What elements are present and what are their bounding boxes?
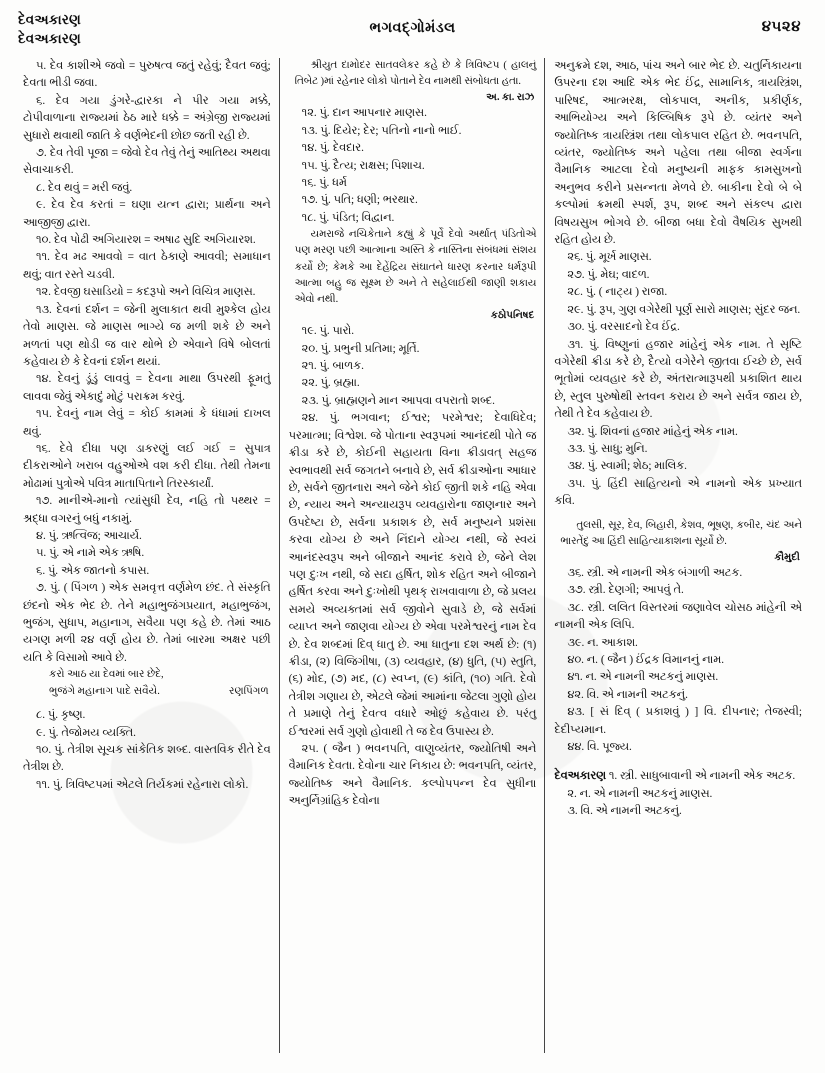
entry: ૪૦. ન. ( જૈન ) ઈંદ્રક વિમાનનું નામ.	[567, 654, 725, 666]
entry: ૧૮. પું. પંડિત; વિદ્વાન.	[301, 211, 395, 224]
entry: ૨. ન. એ નામની અટકનું માણસ.	[567, 787, 713, 800]
entry: ૧૬. પું. ધર્મ	[301, 177, 347, 190]
quotation	[289, 227, 537, 308]
column-1	[14, 58, 280, 1067]
text-columns	[14, 58, 811, 1067]
quotation-source: કૌમુદી	[774, 551, 800, 563]
entry: ૪૩. [ સં દિવ્ ( પ્રકાશવું ) ] વિ. દીપનાર; તેજસ્વી; દેદીપ્યમાન.	[554, 706, 802, 736]
quotation-source: કઠોપનિષદ	[490, 310, 535, 322]
verse-line: કરો આઠ યા દેવમાં બાર છેદે,	[49, 669, 164, 681]
entry: ૧૪. પું. દેવદાર.	[301, 142, 364, 155]
entry: ૨૭. પું. મેઘ; વાદળ.	[567, 268, 650, 281]
entry: ૨૬. પું. મૂર્ખ માણસ.	[567, 251, 652, 264]
entry: ૭. પું. ( પિંગળ ) એક સમવૃત્ત વર્ણમેળ છંદ. તે સંસ્કૃતિ છંદનો એક ભેદ છે. તેને મહાભુજંગપ્રયાત, મહાભુજંગ, ભુજંગ, સુધાપ, મહાનાગ, સવૈયા પણ કહે છે. તેમાં આઠ યગણ મળી ૨૪ વર્ણ હોય છે. તેમાં બારમા અક્ષર પછી યતિ કે વિસામો આવે છે.	[23, 582, 271, 664]
entry: ૧૭. પું. પતિ; ધણી; ભરથાર.	[301, 194, 418, 207]
entry: ૭. દેવ તેવી પૂજા = જેવો દેવ તેવું તેનું આતિથ્ય અથવા સેવાચાકરી.	[23, 147, 271, 177]
entry: ૧૯. પું. પારો.	[301, 325, 355, 338]
entry: ૧૧. દેવ મઢ આવવો = વાત ઠેકાણે આવવી; સમાધાન થવું; વાત રસ્તે ચડવી.	[23, 251, 271, 281]
entry: ૨૯. પું. રૂપ, ગુણ વગેરેથી પૂર્ણ સારો માણસ; સુંદર જન.	[567, 303, 801, 316]
verse-line-text: ભુજંગે મહાનાગ પાદે સવૈયે.	[49, 685, 160, 697]
entry: ૧૫. પું. દૈત્ય; રાક્ષસ; પિશાચ.	[301, 159, 425, 172]
quotation	[289, 58, 537, 90]
entry: ૩૨. પું. શિવનાં હજાર માંહેનું એક નામ.	[567, 425, 738, 438]
column-3	[545, 58, 811, 1067]
entry: ૧૨. દેવજી ઘસાડિયો = કદરૂપો અને વિચિત્ર માણસ.	[36, 286, 256, 299]
entry: ૨૪. પું. ભગવાન; ઈશ્વર; પરમેશ્વર; દેવાધિદેવ; પરમાત્મા; વિશ્વેશ. જે પોતાના સ્વરૂપમાં આનંદથી પોતે જ ક્રીડા કરે છે, કોઈની સહાયતા વિના ક્રીડાવત્ સહજ સ્વભાવથી સર્વ જગતને બનાવે છે, સર્વ ક્રીડાઓના આધાર છે, સર્વને જીતનારા અને જેને કોઈ જીતી શકે નહિ એવા છે, ન્યાય અને અન્યાયરૂપ વ્યવહારોના જાણનાર અને ઉપદેષ્ટા છે, સર્વના પ્રકાશક છે, સર્વ મનુષ્યને પ્રશંસા કરવા યોગ્ય છે અને નિંદાને યોગ્ય નથી, જે સ્વયં આનંદસ્વરૂપ અને બીજાને આનંદ કરાવે છે, જેને લેશ પણ દુઃખ નથી, જે સદા હર્ષિત, શોક રહિત અને બીજાને હર્ષિત કરવા અને દુઃખોથી પૃથક્ રાખવાવાળા છે, જે પ્રલય સમયે અવ્યક્તમાં સર્વ જીવોને સુવાડે છે, જે સર્વમાં વ્યાપ્ત અને જાણવા યોગ્ય છે એવા પરમેશ્વરનું નામ દેવ છે. દેવ શબ્દમાં દિવ્ ધાતુ છે. આ ધાતુના દશ અર્થ છે: (૧) ક્રીડા, (૨) વિજિગીષા, (૩) વ્યવહાર, (૪) ધુતિ, (૫) સ્તુતિ, (૬) મોદ, (૭) મદ, (૮) સ્વપ્ન, (૯) કાંતિ, (૧૦) ગતિ. દેવો તેત્રીશ ગણાય છે, એટલે જેમાં આમાંના જેટલા ગુણો હોય તે પ્રમાણે તેનું દેવત્વ વધારે ઓછું કહેવાય છે. પરંતુ ઈશ્વરમાં સર્વ ગુણો હોવાથી તે જ દેવ ઉપાસ્ય છે.	[288, 412, 537, 738]
entry: ૧૩. દેવનાં દર્શન = જેની મુલાકાત થવી મુશ્કેલ હોય તેવો માણસ. જે માણસ ભાગ્યે જ મળી શકે છે અને મળતાં પણ થોડી જ વાર થોભે છે એવાને વિષે બોલતાં કહેવાય છે કે દેવનાં દર્શન થયાં.	[23, 303, 271, 368]
entry: ૩૧. પું. વિષ્ણુનાં હજાર માંહેનું એક નામ. તે સૃષ્ટિ વગેરેથી ક્રીડા કરે છે, દૈત્યો વગેરેને જીતવા ઈચ્છે છે, સર્વ ભૂતોમાં વ્યવહાર કરે છે, અંતરાત્મારૂપથી પ્રકાશિત થાય છે, સ્તુલ પુરુષોથી સ્તવન કરાય છે અને સર્વત્ર જાય છે, તેથી તે દેવ કહેવાય છે.	[554, 338, 802, 421]
entry: ૩૪. પું. સ્વામી; શેઠ; માલિક.	[567, 460, 687, 473]
entry: ૧૦. દેવ પોઢી અગિયારશ = અષાઢ સુદિ અગિયારશ.	[36, 234, 256, 247]
entry: ૧૧. પું. ત્રિવિષ્ટપમાં એટલે તિર્યકમાં રહેનારા લોકો.	[36, 778, 249, 791]
verse-line-with-source	[49, 684, 271, 701]
verse-source: રણપિંગળ	[229, 685, 269, 697]
entry: ૯. દેવ દેવ કરતાં = ઘણા યત્ન દ્વારા; પ્રાર્થના અને આજીજી દ્વારા.	[23, 199, 271, 229]
entry: ૪૨. વિ. એ નામની અટકનું.	[567, 688, 688, 701]
entry: ૫. દેવ કાશીએ જવો = પુરુષત્વ જતું રહેવું; દૈવત જવું; દેવતા ભીડી જવા.	[23, 60, 271, 90]
entry: ૪૧. ન. એ નામની અટકનું માણસ.	[567, 671, 719, 684]
entry: ૧૨. પું. દાન આપનાર માણસ.	[301, 107, 427, 120]
entry: ૩૦. પું. વરસાદનો દેવ ઈંદ્ર.	[567, 321, 680, 334]
entry: ૮. પું. કૃષ્ણ.	[36, 709, 86, 722]
entry: ૧૪. દેવનું ડૂંડું લાવવું = દેવના માથા ઉપરથી ફૂમતું લાવવા જેવું એકાદું મોટું પરાક્રમ કરવું.	[23, 373, 271, 403]
quotation-text: તુલસી, સૂર, દેવ, બિહારી, કેશવ, ભૂષણ, કબીર, ચંદ અને ભારતેંદુ આ હિંદી સાહિત્યાકાશના સૂર્યો છે.	[560, 519, 802, 547]
quotation-text: શ્રીયુત દામોદર સાતવલેકર કહે છે કે ત્રિવિષ્ટપ ( હાલનું તિબેટ )માં રહેનાર લોકો પોતાને દેવ નામથી સંબોધતા હતા.	[294, 60, 537, 88]
entry: ૨૩. પું. બ્રાહ્મણને માન આપવા વપરાતો શબ્દ.	[301, 394, 495, 407]
entry-continuation: અનુક્રમે દશ, આઠ, પાંચ અને બાર ભેદ છે. ચતુર્નિકાયના ઉપરના દશ આદિ એક ભેદ ઈંદ્ર, સામાનિક, ત્રાયસ્ત્રિંશ, પારિષદ, આત્મરક્ષ, લોકપાલ, અનીક, પ્રકીર્ણક, આભિયોગ્ય અને કિલ્બિષિક રૂપે છે. વ્યંતર અને જ્યોતિષ્ક ત્રાયસ્ત્રિંશ તથા લોકપાલ રહિત છે. ભવનપતિ, વ્યંતર, જ્યોતિષ્ક અને પહેલા તથા બીજા સ્વર્ગના વૈમાનિક આટલા દેવો મનુષ્યની માફક કામસુખનો અનુભવ કરીને પ્રસન્નતા મેળવે છે. બાકીના દેવો બે બે કલ્પોમાં ક્રમથી સ્પર્શ, રૂપ, શબ્દ અને સંકલ્પ દ્વારા વિષયસુખ ભોગવે છે. બીજા બધા દેવો વૈષયિક સુખથી રહિત હોય છે.	[554, 60, 802, 247]
entry: ૬. પું. એક જાતનો કપાસ.	[36, 564, 150, 577]
entry: ૩૯. ન. આકાશ.	[567, 636, 638, 649]
headword: દેવઅકારણ	[554, 770, 607, 783]
page-number: ૪૫૨૪	[761, 19, 801, 35]
quotation-source: અ. કા. રાઝ	[486, 92, 535, 104]
entry: ૧૦. પું. તેત્રીશ સૂચક સાંકેતિક શબ્દ. વાસ્તવિક રીતે દેવ તેત્રીશ છે.	[23, 744, 271, 774]
entry: ૨૫. ( જૈન ) ભવનપતિ, વાણુવ્યંતર, જ્યોતિષી અને વૈમાનિક દેવતા. દેવોના ચાર નિકાય છે: ભવનપતિ, વ્યંતર, જ્યોતિષ્ક અને વૈમાનિક. કલ્પોપપન્ન દેવ સુધીના અનુર્નિગ્રાંહિક દેવોના	[288, 743, 537, 808]
entry: ૨૮. પું. ( નાટ્ય ) રાજા.	[567, 286, 668, 299]
entry: ૪. પું. ઋત્વિજ; આચાર્ય.	[36, 529, 142, 542]
entry: ૩૩. પું. સાધુ; મુનિ.	[567, 442, 648, 455]
entry: ૬. દેવ ગયા ડુંગરે-દ્વારકા ને પીર ગયા મક્કે, ટોપીવાળાના રાજ્યમાં ઠેઠ મારે ધક્કે = અંગ્રેજી રાજ્યમાં સુધારો થવાથી જાતિ કે વર્ણભેદની છોછ જતી રહી છે.	[23, 94, 271, 142]
running-head-left-line-2: દેવઅકારણ	[18, 31, 81, 46]
entry: ૩૬. સ્ત્રી. એ નામની એક બંગાળી અટક.	[567, 566, 743, 579]
entry: ૩૮. સ્ત્રી. લલિત વિસ્તરમાં જણાવેલ ચોસઠ માંહેની એ નામની એક લિપિ.	[554, 601, 802, 632]
entry: ૫. પું. એ નામે એક ઋષિ.	[36, 547, 145, 560]
entry: ૨૨. પું. બ્રહ્મા.	[301, 377, 360, 390]
entry: ૨૦. પું. પ્રભુની પ્રતિમા; મૂર્તિ.	[301, 342, 420, 355]
entry: ૩૫. પું. હિંદી સાહિત્યનો એ નામનો એક પ્રખ્યાત કવિ.	[554, 477, 802, 508]
entry: ૧૬. દેવે દીધા પણ ડાકરણું લઈ ગઈ = સુપાત્ર દીકરાઓને ખરાબ વહુઓએ વશ કરી દીધા. તેથી તેમના મોઢામાં પુત્રોએ પવિત્ર માતાપિતાને તિરસ્કાર્યાં.	[23, 442, 271, 490]
running-head-left-line-1: દેવઅકારણ	[18, 12, 81, 27]
column-2	[280, 58, 546, 1067]
headword-entry	[554, 768, 802, 785]
quotation-text: યમરાજે નચિકેતાને કહ્યું કે પૂર્વે દેવો અર્થાત્ પંડિતોએ પણ મરણ પછી આત્માના અસ્તિ કે નાસ્તિના સંબંધમાં સંશય કર્યો છે; કેમકે આ દેહેંદ્રિય સંઘાતને ધારણ કરનાર ધર્મરૂપી આત્મા બહુ જ સૂક્ષ્મ છે અને તે સહેલાઈથી જાણી શકાય એવો નથી.	[294, 229, 537, 306]
entry: ૯. પું. તેજોમય વ્યક્તિ.	[36, 726, 136, 739]
entry: ૪૪. વિ. પૂજ્ય.	[567, 741, 632, 754]
running-head	[0, 8, 825, 56]
headword-sense: ૧. સ્ત્રી. સાધુબાવાની એ નામની એક અટક.	[608, 770, 796, 783]
entry: ૨૧. પું. બાળક.	[301, 360, 364, 373]
entry: ૧૫. દેવનું નામ લેવું = કોઈ કામમાં કે ધંધામાં દાખલ થવું.	[23, 408, 271, 438]
entry: ૮. દેવ થવું = મરી જવું.	[36, 181, 133, 194]
entry: ૧૭. માનીએ-માનો ત્યાંસુધી દેવ, નહિ તો પથ્થર = શ્રદ્ધા વગરનું બધું નકામું.	[23, 495, 271, 525]
book-title: ભગવદ્ગોમંડલ	[369, 20, 456, 36]
entry: ૩૭. સ્ત્રી. દેણગી; આપવું તે.	[567, 584, 684, 597]
entry: ૧૩. પું. દિયેર; દેર; પતિનો નાનો ભાઈ.	[301, 124, 462, 137]
entry: ૩. વિ. એ નામની અટકનું.	[567, 805, 682, 818]
quotation	[554, 518, 802, 550]
verse-block	[23, 667, 271, 700]
